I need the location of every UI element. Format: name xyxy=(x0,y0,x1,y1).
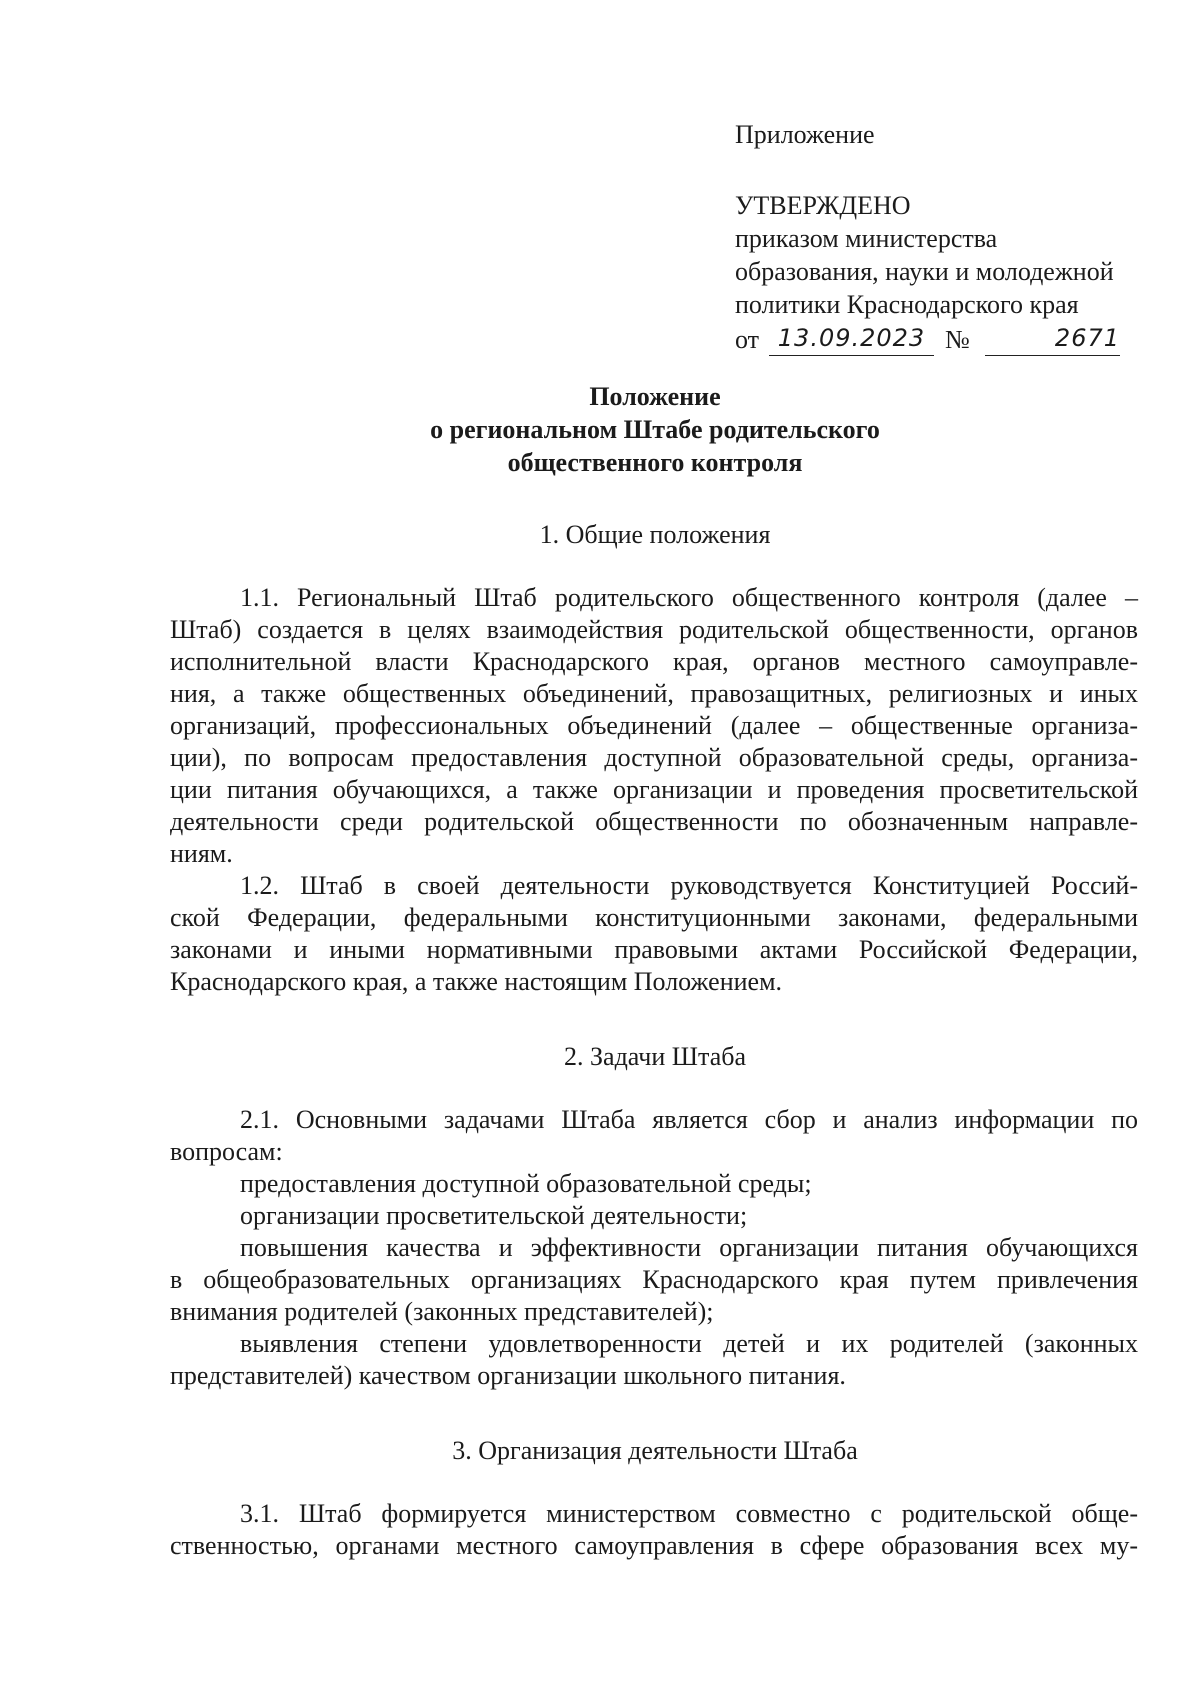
paragraph-1-2-line-3: законами и иными нормативными правовыми актами Российской Федерации, xyxy=(170,935,1138,964)
paragraph-1-1-line-5: организаций, профессиональных объединений (далее – общественные организа- xyxy=(170,711,1138,740)
paragraph-1-2-line-1: 1.2. Штаб в своей деятельности руководствуется Конституцией Россий- xyxy=(240,871,1138,900)
paragraph-1-2-line-4: Краснодарского края, а также настоящим Положением. xyxy=(170,967,783,996)
approved-by-line-2: образования, науки и молодежной xyxy=(735,257,1114,286)
handwritten-date: 13.09.2023 xyxy=(769,323,934,356)
paragraph-1-1-line-7: ции питания обучающихся, а также организации и проведения просветительской xyxy=(170,775,1138,804)
section-1-heading: 1. Общие положения xyxy=(539,520,771,549)
document-title xyxy=(170,380,1140,479)
paragraph-1-1-line-6: ции), по вопросам предоставления доступной образовательной среды, организа- xyxy=(170,743,1138,772)
title-line-2: о региональном Штабе родительского xyxy=(430,415,880,444)
paragraph-1-1-line-3: исполнительной власти Краснодарского края, органов местного самоуправле- xyxy=(170,647,1138,676)
section-3-heading: 3. Организация деятельности Штаба xyxy=(452,1436,858,1465)
task-item-3-line-2: в общеобразовательных организациях Краснодарского края путем привлечения xyxy=(170,1265,1138,1294)
approved-label: УТВЕРЖДЕНО xyxy=(735,191,911,220)
paragraph-1-1-line-9: ниям. xyxy=(170,839,233,868)
paragraph-1-1-line-4: ния, а также общественных объединений, правозащитных, религиозных и иных xyxy=(170,679,1138,708)
title-line-3: общественного контроля xyxy=(507,448,803,477)
task-item-2: организации просветительской деятельности; xyxy=(240,1201,748,1230)
paragraph-2-1-line-2: вопросам: xyxy=(170,1137,283,1166)
paragraph-1-1-line-8: деятельности среди родительской общественности по обозначенным направле- xyxy=(170,807,1138,836)
task-item-3-line-3: внимания родителей (законных представителей); xyxy=(170,1297,714,1326)
number-prefix: № xyxy=(945,325,970,354)
task-item-4-line-2: представителей) качеством организации школьного питания. xyxy=(170,1361,846,1390)
approved-by-line-1: приказом министерства xyxy=(735,224,998,253)
approval-block xyxy=(735,118,1175,357)
handwritten-number: 2671 xyxy=(985,323,1120,356)
paragraph-1-1-line-2: Штаб) создается в целях взаимодействия родительской общественности, органов xyxy=(170,615,1138,644)
paragraph-2-1-line-1: 2.1. Основными задачами Штаба является сбор и анализ информации по xyxy=(240,1105,1138,1134)
paragraph-1-1-line-1: 1.1. Региональный Штаб родительского общественного контроля (далее – xyxy=(240,583,1138,612)
date-number-line xyxy=(735,323,1175,357)
date-prefix: от xyxy=(735,325,760,354)
paragraph-3-1-line-2: ственностью, органами местного самоуправления в сфере образования всех му- xyxy=(170,1531,1138,1560)
paragraph-3-1-line-1: 3.1. Штаб формируется министерством совместно с родительской обще- xyxy=(240,1499,1138,1528)
section-2-heading: 2. Задачи Штаба xyxy=(564,1042,746,1071)
task-item-1: предоставления доступной образовательной среды; xyxy=(240,1169,812,1198)
paragraph-1-2-line-2: ской Федерации, федеральными конституционными законами, федеральными xyxy=(170,903,1138,932)
title-line-1: Положение xyxy=(589,382,721,411)
task-item-4-line-1: выявления степени удовлетворенности детей и их родителей (законных xyxy=(240,1329,1138,1358)
task-item-3-line-1: повышения качества и эффективности организации питания обучающихся xyxy=(240,1233,1138,1262)
appendix-label: Приложение xyxy=(735,120,875,149)
approved-by-line-3: политики Краснодарского края xyxy=(735,290,1079,319)
